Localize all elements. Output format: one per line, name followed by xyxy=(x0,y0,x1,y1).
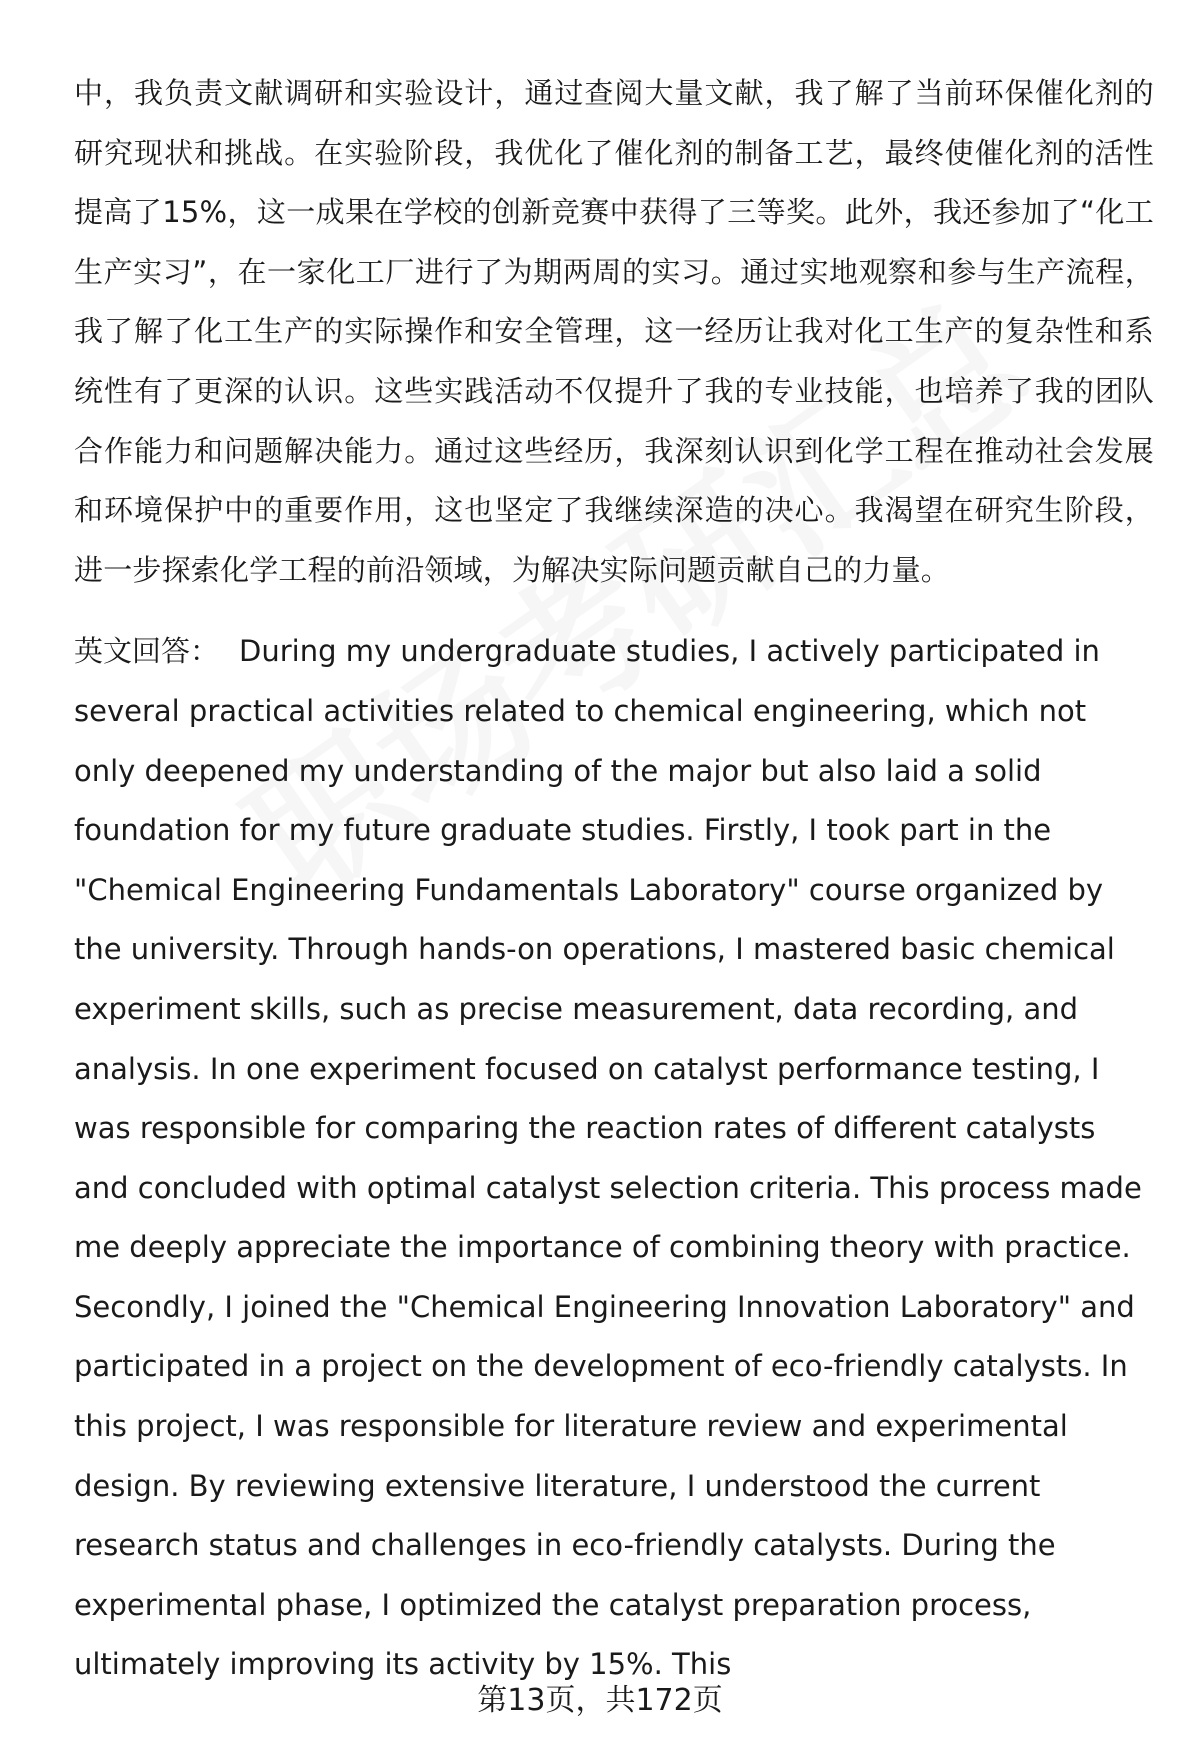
page-number-footer: 第13页，共172页 xyxy=(477,1683,723,1718)
chinese-answer-paragraph: 中，我负责文献调研和实验设计，通过查阅大量文献，我了解了当前环保催化剂的研究现状和挑战。在实验阶段，我优化了催化剂的制备工艺，最终使催化剂的活性提高了15%，这一成果在学校的创新竞赛中获得了三等奖。此外，我还参加了“化工生产实习”，在一家化工厂进行了为期两周的实习。通过实地观察和参与生产流程，我了解了化工生产的实际操作和安全管理，这一经历让我对化工生产的复杂性和系统性有了更深的认识。这些实践活动不仅提升了我的专业技能，也培养了我的团队合作能力和问题解决能力。通过这些经历，我深刻认识到化学工程在推动社会发展和环境保护中的重要作用，这也坚定了我继续深造的决心。我渴望在研究生阶段，进一步探索化学工程的前沿领域，为解决实际问题贡献自己的力量。 xyxy=(74,76,1154,587)
english-answer-paragraph xyxy=(74,622,1154,1695)
page-content xyxy=(74,64,1154,1695)
english-answer-text: During my undergraduate studies, I actively participated in several practical activities related to chemical engineering, which not only deepened my understanding of the major but also laid a solid foundation for my future graduate studies. Firstly, I took part in the "Chemical Engineering Fundamentals Laboratory" course organized by the university. Through hands-on operations, I mastered basic chemical experiment skills, such as precise measurement, data recording, and analysis. In one experiment focused on catalyst performance testing, I was responsible for comparing the reaction rates of different catalysts and concluded with optimal catalyst selection criteria. This process made me deeply appreciate the importance of combining theory with practice. Secondly, I joined the "Chemical Engineering Innovation Laboratory" and participated in a project on the development of eco-friendly catalysts. In this project, I was responsible for literature review and experimental design. By reviewing extensive literature, I understood the current research status and challenges in eco-friendly catalysts. During the experimental phase, I optimized the catalyst preparation process, ultimately improving its activity by 15%. This xyxy=(74,634,1142,1682)
english-answer-label: 英文回答： xyxy=(74,634,220,669)
